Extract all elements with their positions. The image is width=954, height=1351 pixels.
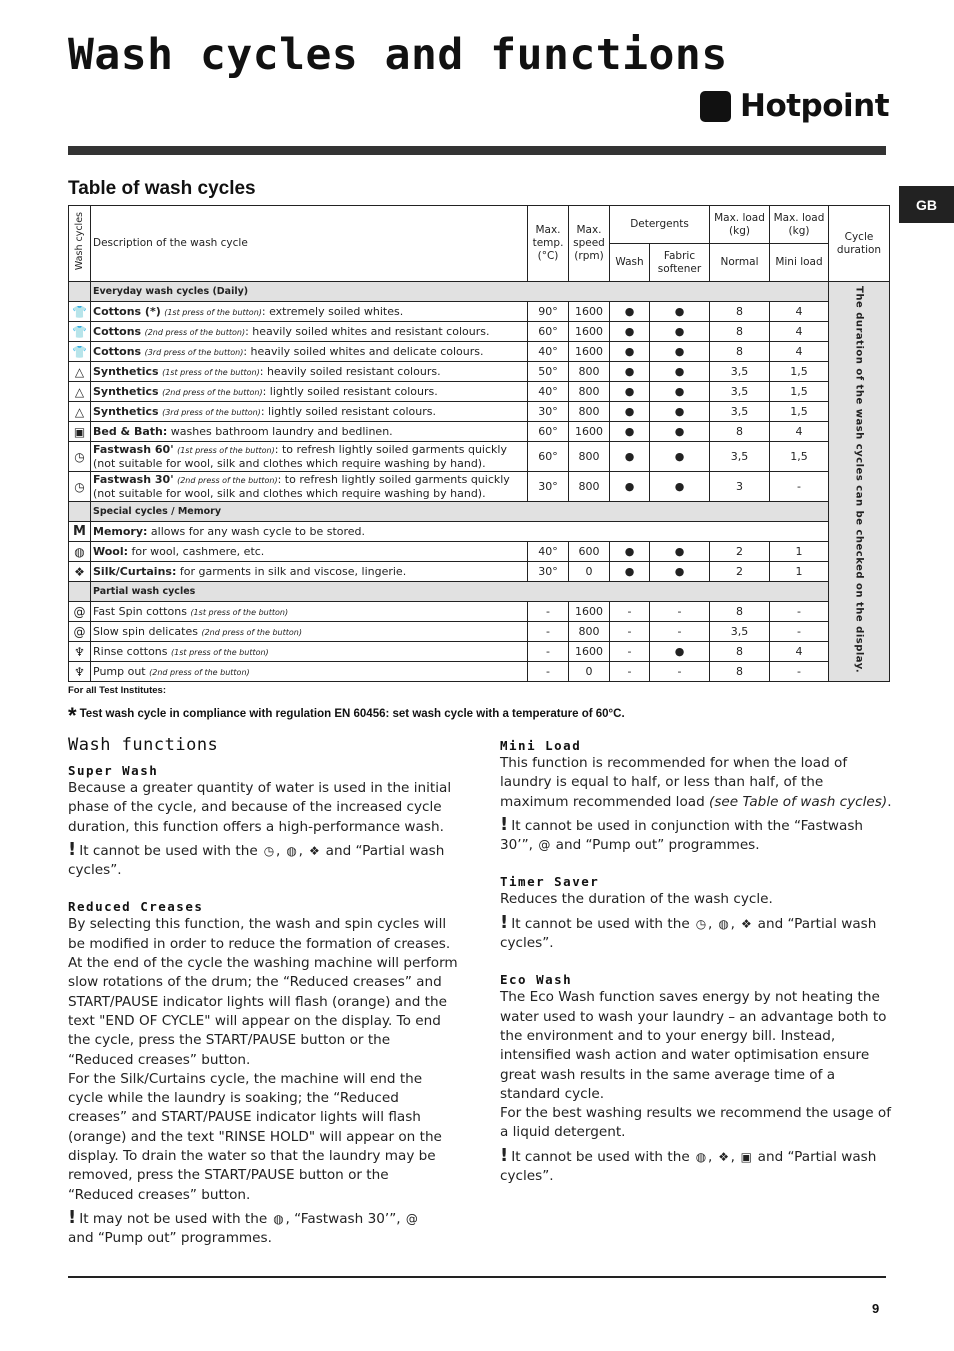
table-row xyxy=(69,382,890,402)
section-title: Special cycles / Memory xyxy=(91,502,829,522)
cell-softener: ● xyxy=(650,542,710,562)
fastwash-icon: ◷ xyxy=(69,472,91,502)
cell-mini: - xyxy=(770,602,829,622)
cell-speed: 1600 xyxy=(569,302,610,322)
timer-saver-body: Reduces the duration of the wash cycle. xyxy=(500,891,773,908)
eco-wash-body-1: The Eco Wash function saves energy by not heating the water used to wash your laundry – an advantage both to the environment and to your energy bill. Instead, intensified wash action and water optimisation ensure great wash results in the same average time of a standard cycle. xyxy=(500,989,887,1102)
header-description: Description of the wash cycle xyxy=(91,206,528,282)
cell-wash: ● xyxy=(610,402,650,422)
wash-functions-left xyxy=(68,735,458,1249)
cell-mini: - xyxy=(770,662,829,682)
table-row xyxy=(69,542,890,562)
cell-temp: 30° xyxy=(528,472,569,502)
cell-normal: 2 xyxy=(710,542,770,562)
timer-saver-warning: ! It cannot be used with the ◷ , ◍ , ❖ and “Partial wash cycles”. xyxy=(500,911,877,952)
section-row xyxy=(69,502,890,522)
header-wash: Wash xyxy=(610,244,650,282)
cell-wash: - xyxy=(610,602,650,622)
table-row xyxy=(69,322,890,342)
spin-icon: @ xyxy=(538,838,551,853)
eco-wash-title: Eco Wash xyxy=(500,972,573,988)
wash-cycles-table xyxy=(68,205,890,682)
cell-softener: ● xyxy=(650,642,710,662)
wool-icon: ◍ xyxy=(69,542,91,562)
table-row xyxy=(69,562,890,582)
cell-temp: - xyxy=(528,602,569,622)
cell-softener: ● xyxy=(650,562,710,582)
cell-mini: - xyxy=(770,472,829,502)
cell-normal: 3,5 xyxy=(710,442,770,472)
cell-temp: 40° xyxy=(528,542,569,562)
footnote-star: * xyxy=(68,703,77,728)
header-rule xyxy=(68,146,886,155)
section-icon-cell xyxy=(69,282,91,302)
reduced-creases-title: Reduced Creases xyxy=(68,899,204,915)
cell-wash: ● xyxy=(610,362,650,382)
silk-curtains-icon: ❖ xyxy=(308,843,320,858)
cell-wash: ● xyxy=(610,342,650,362)
table-row xyxy=(69,302,890,322)
table-row xyxy=(69,602,890,622)
cell-wash: ● xyxy=(610,422,650,442)
cell-softener: ● xyxy=(650,422,710,442)
cell-mini: 1 xyxy=(770,562,829,582)
silk-curtains-icon: ❖ xyxy=(718,1149,730,1164)
cell-speed: 0 xyxy=(569,562,610,582)
header-max-load-mini: Max. load (kg) xyxy=(770,206,829,244)
table-title: Table of wash cycles xyxy=(68,178,256,199)
silk-curtains-icon: ❖ xyxy=(740,916,752,931)
cell-normal: 3 xyxy=(710,472,770,502)
cell-normal: 8 xyxy=(710,342,770,362)
super-wash-title: Super Wash xyxy=(68,763,159,778)
section-row xyxy=(69,282,890,302)
table-row xyxy=(69,362,890,382)
reduced-creases-body-1: By selecting this function, the wash and spin cycles will be modified in order to reduce the formation of creases. At the end of the cycle the washing machine will perform slow rotations of the drum; the “Reduced creases” and START/PAUSE indicator lights will flash (orange) and the text "END OF CYCLE" will appear on the display. To end the cycle, press the START/PAUSE button or the “Reduced creases” button. xyxy=(68,916,458,1068)
cell-wash: ● xyxy=(610,442,650,472)
cycle-description: Synthetics (3rd press of the button): lightly soiled resistant colours. xyxy=(91,402,528,422)
spin-icon: @ xyxy=(405,1211,418,1226)
header-fabric-softener: Fabric softener xyxy=(650,244,710,282)
cell-mini: 4 xyxy=(770,422,829,442)
fastwash-icon: ◷ xyxy=(69,442,91,472)
rinse-icon: ♆ xyxy=(69,642,91,662)
mini-load-warning: ! It cannot be used in conjunction with the “Fastwash 30’”, @ and “Pump out” programmes. xyxy=(500,815,892,856)
bed-bath-icon: ▣ xyxy=(740,1149,752,1164)
header-max-temp: Max. temp. (°C) xyxy=(528,206,569,282)
table-row xyxy=(69,472,890,502)
cell-wash: ● xyxy=(610,382,650,402)
cell-wash: ● xyxy=(610,322,650,342)
cell-speed: 1600 xyxy=(569,342,610,362)
cell-speed: 1600 xyxy=(569,322,610,342)
cycle-description: Cottons (3rd press of the button): heavily soiled whites and delicate colours. xyxy=(91,342,528,362)
mini-load-body: This function is recommended for when the load of laundry is equal to half, or less than half, of the maximum recommended load (see Table of wash cycles). xyxy=(500,755,892,810)
cycle-description: Memory: allows for any wash cycle to be stored. xyxy=(91,522,829,542)
cell-softener: - xyxy=(650,622,710,642)
synthetics-icon: △ xyxy=(69,382,91,402)
cell-speed: 800 xyxy=(569,382,610,402)
section-icon-cell xyxy=(69,582,91,602)
table-row xyxy=(69,422,890,442)
silk-curtains-icon: ❖ xyxy=(69,562,91,582)
timer-saver-title: Timer Saver xyxy=(500,874,600,890)
cell-mini: 4 xyxy=(770,302,829,322)
cell-normal: 8 xyxy=(710,322,770,342)
cycle-description: Fastwash 60' (1st press of the button): to refresh lightly soiled garments quickly (not suitable for wool, silk and clothes which require washing by hand). xyxy=(91,442,528,472)
cell-softener: ● xyxy=(650,342,710,362)
cell-temp: 60° xyxy=(528,422,569,442)
page-title: Wash cycles and functions xyxy=(68,30,728,80)
cell-wash: - xyxy=(610,622,650,642)
cell-softener: ● xyxy=(650,302,710,322)
cycle-description: Fastwash 30' (2nd press of the button): to refresh lightly soiled garments quickly (not suitable for wool, silk and clothes which require washing by hand). xyxy=(91,472,528,502)
cell-normal: 8 xyxy=(710,642,770,662)
table-row xyxy=(69,662,890,682)
cotton-icon: 👕 xyxy=(69,322,91,342)
cotton-icon: 👕 xyxy=(69,342,91,362)
cell-softener: ● xyxy=(650,322,710,342)
cell-softener: - xyxy=(650,602,710,622)
wool-icon: ◍ xyxy=(718,916,729,931)
section-title: Everyday wash cycles (Daily) xyxy=(91,282,829,302)
footnote-test: * Test wash cycle in compliance with regulation EN 60456: set wash cycle with a temperature of 60°C. xyxy=(68,703,625,728)
fastwash-icon: ◷ xyxy=(695,916,707,931)
header-max-speed: Max. speed (rpm) xyxy=(569,206,610,282)
brand-name: Hotpoint xyxy=(740,88,890,124)
cell-temp: 90° xyxy=(528,302,569,322)
table-row xyxy=(69,522,890,542)
wash-functions-right xyxy=(500,738,892,1186)
table-row xyxy=(69,402,890,422)
cell-speed: 800 xyxy=(569,362,610,382)
cell-normal: 3,5 xyxy=(710,382,770,402)
header-wash-cycles: Wash cycles xyxy=(69,206,91,282)
cell-speed: 800 xyxy=(569,622,610,642)
cell-softener: ● xyxy=(650,382,710,402)
synthetics-icon: △ xyxy=(69,402,91,422)
section-title: Partial wash cycles xyxy=(91,582,829,602)
cycle-description: Cottons (*) (1st press of the button): extremely soiled whites. xyxy=(91,302,528,322)
header-detergents: Detergents xyxy=(610,206,710,244)
cell-softener: ● xyxy=(650,442,710,472)
wool-icon: ◍ xyxy=(273,1211,284,1226)
cell-temp: 40° xyxy=(528,382,569,402)
cell-mini: 1,5 xyxy=(770,362,829,382)
cell-speed: 600 xyxy=(569,542,610,562)
memory-icon: M xyxy=(69,522,91,542)
wool-icon: ◍ xyxy=(286,843,297,858)
mini-load-title: Mini Load xyxy=(500,738,582,753)
cycle-description: Bed & Bath: washes bathroom laundry and bedlinen. xyxy=(91,422,528,442)
cell-speed: 800 xyxy=(569,402,610,422)
cell-temp: - xyxy=(528,662,569,682)
cell-softener: ● xyxy=(650,402,710,422)
cell-normal: 8 xyxy=(710,422,770,442)
language-tab: GB xyxy=(899,186,954,223)
page-number: 9 xyxy=(872,1301,880,1316)
eco-wash-warning: ! It cannot be used with the ◍ , ❖ , ▣ and “Partial wash cycles”. xyxy=(500,1144,877,1185)
cell-temp: 60° xyxy=(528,442,569,472)
cell-normal: 8 xyxy=(710,602,770,622)
cell-speed: 800 xyxy=(569,472,610,502)
cycle-description: Fast Spin cottons (1st press of the button) xyxy=(91,602,528,622)
section-icon-cell xyxy=(69,502,91,522)
synthetics-icon: △ xyxy=(69,362,91,382)
section-row xyxy=(69,582,890,602)
pump-out-icon: ♆ xyxy=(69,662,91,682)
table-row xyxy=(69,622,890,642)
super-wash-body: Because a greater quantity of water is used in the initial phase of the cycle, and because of the increased cycle duration, this function offers a high-performance wash. xyxy=(68,780,452,835)
cycle-description: Silk/Curtains: for garments in silk and viscose, lingerie. xyxy=(91,562,528,582)
cell-mini: 4 xyxy=(770,342,829,362)
cell-mini: 4 xyxy=(770,322,829,342)
cell-temp: - xyxy=(528,642,569,662)
super-wash-warning: ! It cannot be used with the ◷ , ◍ , ❖ and “Partial wash cycles”. xyxy=(68,838,445,879)
table-row xyxy=(69,442,890,472)
cycle-description: Pump out (2nd press of the button) xyxy=(91,662,528,682)
header-max-load-normal: Max. load (kg) xyxy=(710,206,770,244)
cell-mini: 4 xyxy=(770,642,829,662)
brand-logo xyxy=(700,88,889,124)
table-row xyxy=(69,342,890,362)
footer-rule xyxy=(68,1276,886,1278)
cell-softener: - xyxy=(650,662,710,682)
header-mini-load: Mini load xyxy=(770,244,829,282)
cell-temp: 40° xyxy=(528,342,569,362)
cell-speed: 0 xyxy=(569,662,610,682)
bed-bath-icon: ▣ xyxy=(69,422,91,442)
fastwash-icon: ◷ xyxy=(263,843,275,858)
cell-normal: 3,5 xyxy=(710,402,770,422)
cell-mini: 1,5 xyxy=(770,442,829,472)
cycle-description: Synthetics (2nd press of the button): lightly soiled resistant colours. xyxy=(91,382,528,402)
cell-temp: 30° xyxy=(528,562,569,582)
spin-icon: @ xyxy=(69,602,91,622)
cycle-description: Cottons (2nd press of the button): heavily soiled whites and resistant colours. xyxy=(91,322,528,342)
cell-wash: ● xyxy=(610,542,650,562)
footnote-institutes: For all Test Institutes: xyxy=(68,685,167,696)
cell-temp: 50° xyxy=(528,362,569,382)
cell-wash: - xyxy=(610,642,650,662)
reduced-creases-warning: ! It may not be used with the ◍ , “Fastwash 30’”, @ and “Pump out” programmes. xyxy=(68,1206,418,1247)
reduced-creases-body-2: For the Silk/Curtains cycle, the machine will end the cycle while the laundry is soaking; the “Reduced creases” and START/PAUSE indicator lights will flash (orange) and the text "RINSE HOLD" will appear on the display. To drain the water so that the laundry may be removed, press the START/PAUSE button or the “Reduced creases” button. xyxy=(68,1070,442,1203)
cell-temp: 60° xyxy=(528,322,569,342)
cell-normal: 8 xyxy=(710,302,770,322)
cell-mini: 1,5 xyxy=(770,402,829,422)
cell-speed: 1600 xyxy=(569,422,610,442)
cell-normal: 2 xyxy=(710,562,770,582)
cycle-description: Synthetics (1st press of the button): heavily soiled resistant colours. xyxy=(91,362,528,382)
header-cycle-duration: Cycle duration xyxy=(829,206,890,282)
cell-mini: - xyxy=(770,622,829,642)
eco-wash-body-2: For the best washing results we recommend the usage of a liquid detergent. xyxy=(500,1105,891,1141)
cycle-description: Rinse cottons (1st press of the button) xyxy=(91,642,528,662)
spin-icon: @ xyxy=(69,622,91,642)
header-normal: Normal xyxy=(710,244,770,282)
cell-wash: ● xyxy=(610,472,650,502)
cell-softener: ● xyxy=(650,362,710,382)
cell-normal: 3,5 xyxy=(710,362,770,382)
table-row xyxy=(69,642,890,662)
section-title-wash-functions: Wash functions xyxy=(68,735,219,755)
duration-note: The duration of the wash cycles can be checked on the display. xyxy=(829,282,890,682)
cotton-icon: 👕 xyxy=(69,302,91,322)
cell-speed: 1600 xyxy=(569,602,610,622)
cell-normal: 3,5 xyxy=(710,622,770,642)
cell-temp: - xyxy=(528,622,569,642)
cell-temp: 30° xyxy=(528,402,569,422)
cell-wash: ● xyxy=(610,302,650,322)
cell-mini: 1,5 xyxy=(770,382,829,402)
cell-softener: ● xyxy=(650,472,710,502)
wool-icon: ◍ xyxy=(695,1149,707,1164)
cell-wash: ● xyxy=(610,562,650,582)
cell-normal: 8 xyxy=(710,662,770,682)
cell-speed: 1600 xyxy=(569,642,610,662)
cell-mini: 1 xyxy=(770,542,829,562)
cell-speed: 800 xyxy=(569,442,610,472)
cell-wash: - xyxy=(610,662,650,682)
brand-mark-icon xyxy=(700,91,731,122)
cycle-description: Wool: for wool, cashmere, etc. xyxy=(91,542,528,562)
cycle-description: Slow spin delicates (2nd press of the button) xyxy=(91,622,528,642)
